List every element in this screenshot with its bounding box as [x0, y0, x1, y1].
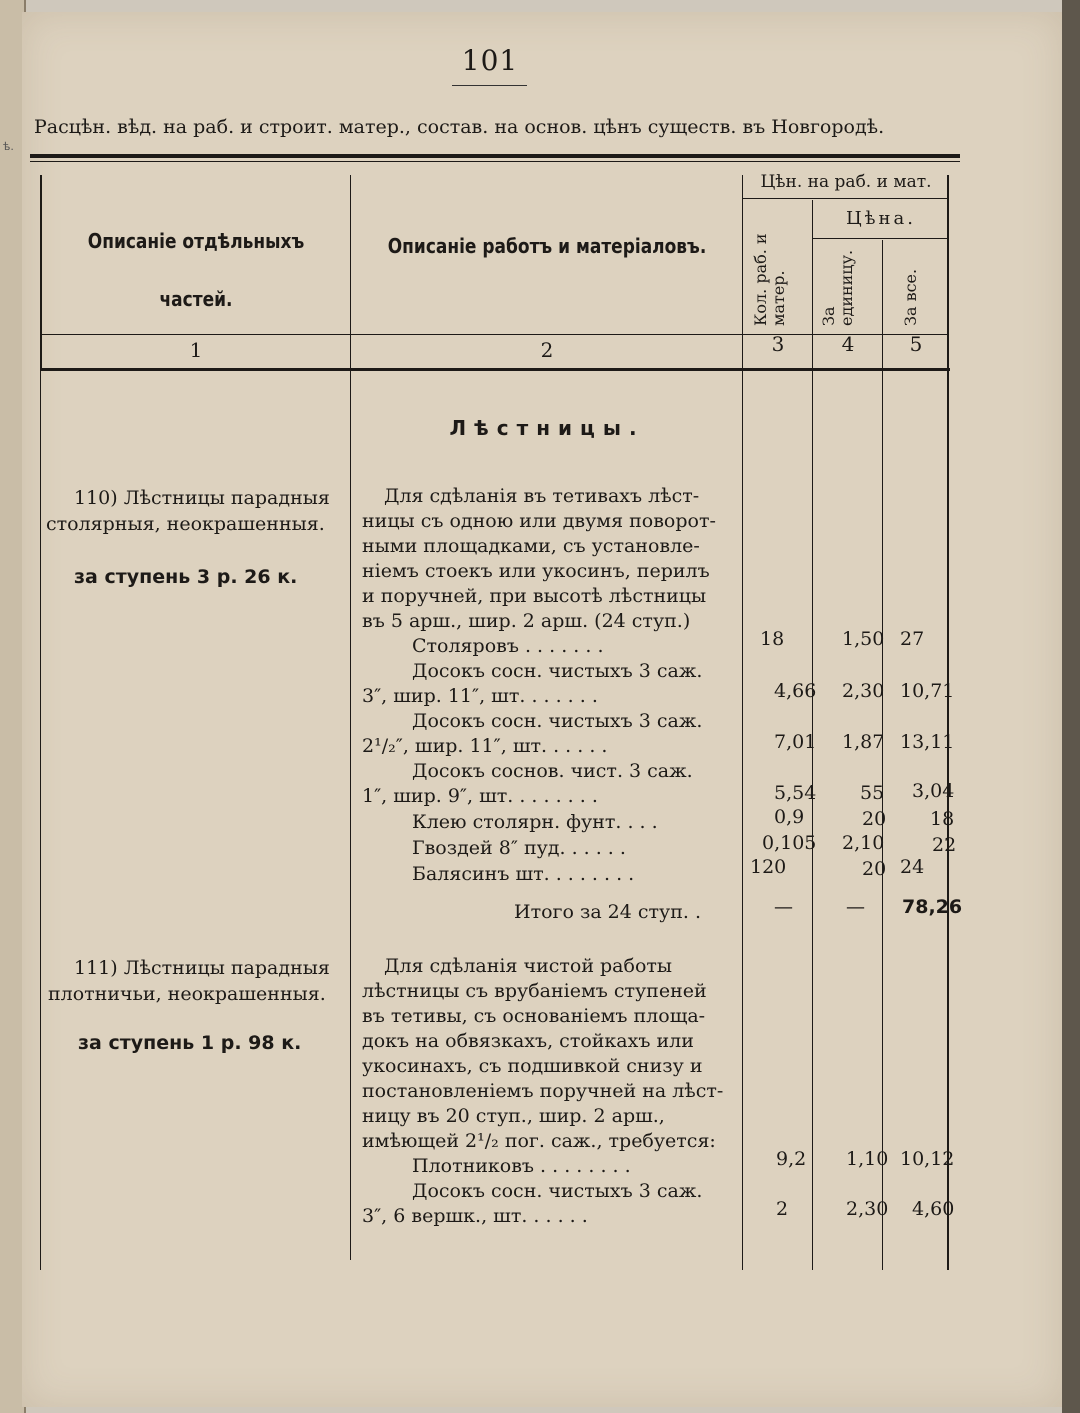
item-110-total-label: Итого за 24 ступ. .: [514, 901, 702, 923]
item-110-row-5-total: 18: [930, 808, 955, 830]
running-head: Расцѣн. вѣд. на раб. и строит. матер., состав. на основ. цѣнъ существ. въ Новгородѣ.: [34, 116, 885, 138]
header-col2: Описаніе работъ и матеріаловъ.: [387, 234, 707, 258]
item-110-part-line2: столярныя, неокрашенныя.: [46, 513, 325, 535]
book-edge: [1062, 0, 1080, 1413]
item-110-row-4-label2: 1″, шир. 9″, шт. . . . . . . .: [362, 785, 598, 807]
header-num-5: 5: [909, 332, 923, 356]
item-110-desc-1: Для сдѣланія въ тетивахъ лѣст-: [384, 485, 700, 507]
col-left-border-header: [40, 175, 42, 370]
item-110-desc-4: ніемъ стоекъ или укосинъ, перилъ: [362, 560, 710, 582]
top-rule: [30, 154, 960, 158]
item-111-desc-5: укосинахъ, съ подшивкой снизу и: [362, 1055, 703, 1077]
header-num-4: 4: [841, 332, 855, 356]
item-110-row-1-total: 27: [900, 628, 925, 650]
item-110-row-7-label: Балясинъ шт. . . . . . . .: [412, 863, 635, 885]
col-divider-4: [882, 240, 883, 1270]
item-110-row-7-total: 24: [900, 856, 925, 878]
item-111-row-1-total: 10,12: [900, 1148, 955, 1170]
header-col3: Кол. раб. и матер.: [751, 233, 788, 326]
item-111-row-2-label2: 3″, 6 вершк., шт. . . . . .: [362, 1205, 588, 1227]
item-110-row-6-unit: 2,10: [842, 832, 885, 854]
item-111-row-1-label: Плотниковъ . . . . . . . .: [412, 1155, 631, 1177]
item-110-row-6-total: 22: [932, 834, 957, 856]
item-110-row-3-label2: 2¹/₂″, шир. 11″, шт. . . . . .: [362, 735, 608, 757]
header-col5: За все.: [901, 268, 920, 326]
col-left-border: [40, 370, 41, 1270]
header-col4: За единицу.: [819, 249, 856, 326]
item-110-row-7-unit: 20: [862, 858, 887, 880]
item-110-row-1-unit: 1,50: [842, 628, 885, 650]
item-110-row-7-qty: 120: [750, 856, 787, 878]
item-111-desc-1: Для сдѣланія чистой работы: [384, 955, 673, 977]
item-110-desc-5: и поручней, при высотѣ лѣстницы: [362, 585, 707, 607]
header-num-1: 1: [189, 338, 203, 362]
item-110-row-4-label1: Досокъ соснов. чист. 3 саж.: [412, 760, 693, 782]
item-111-desc-6: постановленіемъ поручней на лѣст-: [362, 1080, 724, 1102]
item-111-desc-3: въ тетивы, съ основаніемъ площа-: [362, 1005, 706, 1027]
item-110-row-2-qty: 4,66: [774, 680, 817, 702]
item-110-row-4-unit: 55: [860, 782, 885, 804]
col-divider-1: [350, 175, 351, 1260]
item-110-row-2-label1: Досокъ сосн. чистыхъ 3 саж.: [412, 660, 703, 682]
item-111-part-line2: плотничьи, неокрашенныя.: [48, 983, 326, 1005]
item-110-row-3-total: 13,11: [900, 731, 955, 753]
header-num-3: 3: [771, 332, 785, 356]
item-111-row-1-qty: 9,2: [776, 1148, 807, 1170]
item-110-desc-6: въ 5 арш., шир. 2 арш. (24 ступ.): [362, 610, 691, 632]
header-prices-group: Цѣн. на раб. и мат.: [760, 172, 932, 192]
item-110-rate: за ступень 3 р. 26 к.: [74, 566, 298, 588]
previous-page-edge: ѣ.: [0, 0, 26, 1413]
page-number: 101: [461, 44, 519, 77]
item-110-desc-3: ными площадками, съ установле-: [362, 535, 700, 557]
item-110-row-6-label: Гвоздей 8″ пуд. . . . . .: [412, 837, 626, 859]
item-111-desc-2: лѣстницы съ врубаніемъ ступеней: [362, 980, 707, 1002]
item-110-row-5-qty: 0,9: [774, 806, 805, 828]
item-110-row-4-total: 3,04: [912, 780, 955, 802]
item-111-row-2-label1: Досокъ сосн. чистыхъ 3 саж.: [412, 1180, 703, 1202]
item-111-row-2-total: 4,60: [912, 1198, 955, 1220]
col-divider-2: [742, 175, 743, 1270]
item-110-total-qty: —: [774, 896, 793, 918]
item-110-row-1-qty: 18: [760, 628, 785, 650]
item-110-row-3-label1: Досокъ сосн. чистыхъ 3 саж.: [412, 710, 703, 732]
item-110-row-2-total: 10,71: [900, 680, 955, 702]
header-bottom-rule: [40, 368, 950, 371]
item-110-row-4-qty: 5,54: [774, 782, 817, 804]
page-number-rule: [452, 85, 527, 86]
item-110-row-1-label: Столяровъ . . . . . . .: [412, 635, 604, 657]
item-111-part-line1: 111) Лѣстницы парадныя: [74, 957, 330, 979]
item-111-row-2-qty: 2: [776, 1198, 789, 1220]
item-111-desc-4: докъ на обвязкахъ, стойкахъ или: [362, 1030, 694, 1052]
header-price-group: Цѣна.: [845, 208, 916, 229]
header-col1: Описаніе отдѣльныхъ частей.: [87, 229, 305, 311]
price-group-rule: [812, 238, 947, 239]
item-111-row-1-unit: 1,10: [846, 1148, 889, 1170]
item-110-row-5-unit: 20: [862, 808, 887, 830]
item-110-row-5-label: Клею столярн. фунт. . . .: [412, 811, 658, 833]
item-110-total-unit: —: [846, 896, 865, 918]
item-110-row-2-label2: 3″, шир. 11″, шт. . . . . . .: [362, 685, 598, 707]
item-111-rate: за ступень 1 р. 98 к.: [78, 1032, 302, 1054]
item-110-row-6-qty: 0,105: [762, 832, 817, 854]
section-title: Лѣстницы.: [449, 416, 645, 440]
item-111-row-2-unit: 2,30: [846, 1198, 889, 1220]
item-110-total-sum: 78,26: [902, 896, 963, 918]
prices-group-rule: [742, 198, 947, 199]
item-110-part-line1: 110) Лѣстницы парадныя: [74, 487, 330, 509]
top-rule-thin: [30, 161, 960, 162]
item-110-row-3-unit: 1,87: [842, 731, 885, 753]
item-111-desc-7: ницу въ 20 ступ., шир. 2 арш.,: [362, 1105, 665, 1127]
item-110-desc-2: ницы съ одною или двумя поворот-: [362, 510, 716, 532]
header-num-2: 2: [540, 338, 554, 362]
item-111-desc-8: имѣющей 2¹/₂ пог. саж., требуется:: [362, 1130, 716, 1152]
item-110-row-3-qty: 7,01: [774, 731, 817, 753]
item-110-row-2-unit: 2,30: [842, 680, 885, 702]
